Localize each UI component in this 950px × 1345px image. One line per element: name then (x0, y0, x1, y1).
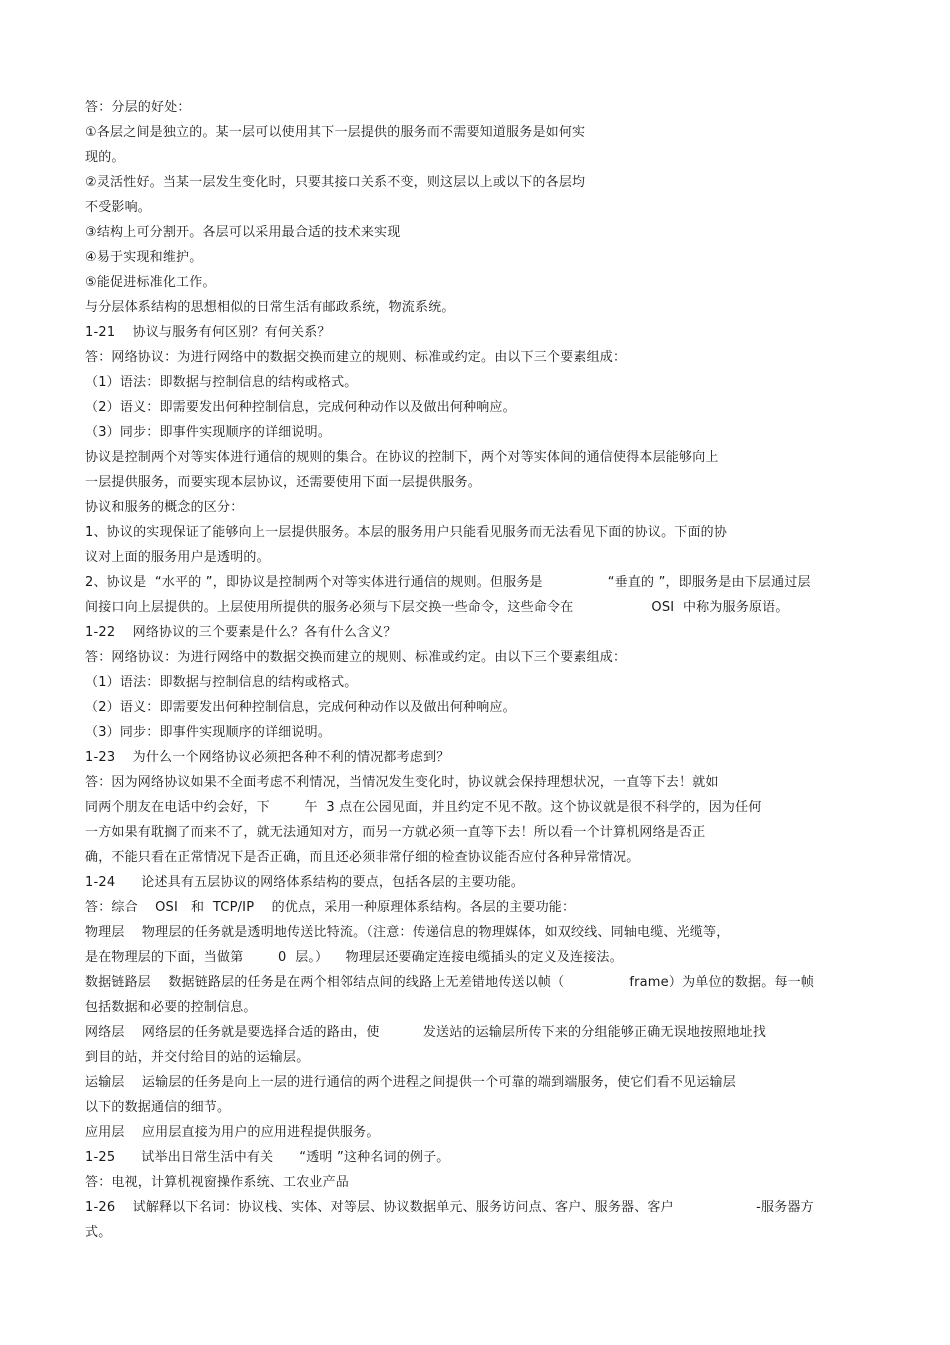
text-line: 协议和服务的概念的区分： (85, 500, 244, 515)
text-line: 一方如果有耽搁了而来不了，就无法通知对方，而另一方就必须一直等下去！所以看一个计算机网络是否正 (85, 825, 706, 840)
text-line: 一层提供服务，而要实现本层协议，还需要使用下面一层提供服务。 (85, 475, 482, 490)
text-line: ③结构上可分割开。各层可以采用最合适的技术来实现 (85, 225, 401, 240)
text-line: 以下的数据通信的细节。 (85, 1100, 231, 1115)
text-line: （1）语法：即数据与控制信息的结构或格式。 (85, 375, 358, 390)
text-line: 1-26 试解释以下名词：协议栈、实体、对等层、协议数据单元、服务访问点、客户、服务器、客户 -服务器方 (85, 1200, 814, 1215)
text-line: ①各层之间是独立的。某一层可以使用其下一层提供的服务而不需要知道服务是如何实 (85, 125, 586, 140)
text-line: 数据链路层 数据链路层的任务是在两个相邻结点间的线路上无差错地传送以帧（ frame）为单位的数据。每一帧 (85, 975, 815, 990)
text-line: （3）同步：即事件实现顺序的详细说明。 (85, 725, 332, 740)
text-line: 答：综合 OSI 和 TCP/IP 的优点，采用一种原理体系结构。各层的主要功能： (85, 900, 576, 915)
text-line: ④易于实现和维护。 (85, 250, 203, 265)
text-line: （3）同步：即事件实现顺序的详细说明。 (85, 425, 332, 440)
text-line: 确，不能只看在正常情况下是否正确，而且还必须非常仔细的检查协议能否应付各种异常情况。 (85, 850, 640, 865)
text-line: 物理层 物理层的任务就是透明地传送比特流。（注意：传递信息的物理媒体，如双绞线、同轴电缆、光缆等， (85, 925, 730, 940)
text-line: （1）语法：即数据与控制信息的结构或格式。 (85, 675, 358, 690)
text-line: 到目的站，并交付给目的站的运输层。 (85, 1050, 310, 1065)
text-line: 议对上面的服务用户是透明的。 (85, 550, 270, 565)
text-line: 1-25 试举出日常生活中有关 “透明 ”这种名词的例子。 (85, 1150, 450, 1165)
text-line: 与分层体系结构的思想相似的日常生活有邮政系统，物流系统。 (85, 300, 455, 315)
text-line: （2）语义：即需要发出何种控制信息，完成何种动作以及做出何种响应。 (85, 400, 516, 415)
text-line: 答：网络协议：为进行网络中的数据交换而建立的规则、标准或约定。由以下三个要素组成： (85, 350, 627, 365)
text-line: 式。 (85, 1225, 112, 1240)
text-line: 答：电视，计算机视窗操作系统、工农业产品 (85, 1175, 350, 1190)
text-line: 答：网络协议：为进行网络中的数据交换而建立的规则、标准或约定。由以下三个要素组成： (85, 650, 627, 665)
text-line: 协议是控制两个对等实体进行通信的规则的集合。在协议的控制下，两个对等实体间的通信使得本层能够向上 (85, 450, 719, 465)
text-line: 1-24 论述具有五层协议的网络体系结构的要点，包括各层的主要功能。 (85, 875, 525, 890)
text-line: 1、协议的实现保证了能够向上一层提供服务。本层的服务用户只能看见服务而无法看见下面的协议。下面的协 (85, 525, 728, 540)
text-line: （2）语义：即需要发出何种控制信息，完成何种动作以及做出何种响应。 (85, 700, 516, 715)
text-line: 包括数据和必要的控制信息。 (85, 1000, 257, 1015)
text-line: 2、协议是 “水平的 ”，即协议是控制两个对等实体进行通信的规则。但服务是 “垂直的 ”，即服务是由下层通过层 (85, 575, 811, 590)
text-line: 1-23 为什么一个网络协议必须把各种不利的情况都考虑到？ (85, 750, 450, 765)
text-line: 1-21 协议与服务有何区别？有何关系？ (85, 325, 331, 340)
text-line: 现的。 (85, 150, 125, 165)
text-line: 同两个朋友在电话中约会好，下 午 3 点在公园见面，并且约定不见不散。这个协议就是很不科学的，因为任何 (85, 800, 762, 815)
text-line: 不受影响。 (85, 200, 152, 215)
text-line: 间接口向上层提供的。上层使用所提供的服务必须与下层交换一些命令，这些命令在 OSI 中称为服务原语。 (85, 600, 789, 615)
text-line: 应用层 应用层直接为用户的应用进程提供服务。 (85, 1125, 380, 1140)
text-line: 答：因为网络协议如果不全面考虑不利情况，当情况发生变化时，协议就会保持理想状况，一直等下去！就如 (85, 775, 719, 790)
text-line: 运输层 运输层的任务是向上一层的进行通信的两个进程之间提供一个可靠的端到端服务，使它们看不见运输层 (85, 1075, 736, 1090)
text-line: ⑤能促进标准化工作。 (85, 275, 216, 290)
text-line: 是在物理层的下面，当做第 0 层。） 物理层还要确定连接电缆插头的定义及连接法。 (85, 950, 623, 965)
text-line: 网络层 网络层的任务就是要选择合适的路由，使 发送站的运输层所传下来的分组能够正确无误地按照地址找 (85, 1025, 767, 1040)
text-line: ②灵活性好。当某一层发生变化时，只要其接口关系不变，则这层以上或以下的各层均 (85, 175, 586, 190)
text-line: 答：分层的好处： (85, 100, 191, 115)
text-line: 1-22 网络协议的三个要素是什么？各有什么含义？ (85, 625, 397, 640)
